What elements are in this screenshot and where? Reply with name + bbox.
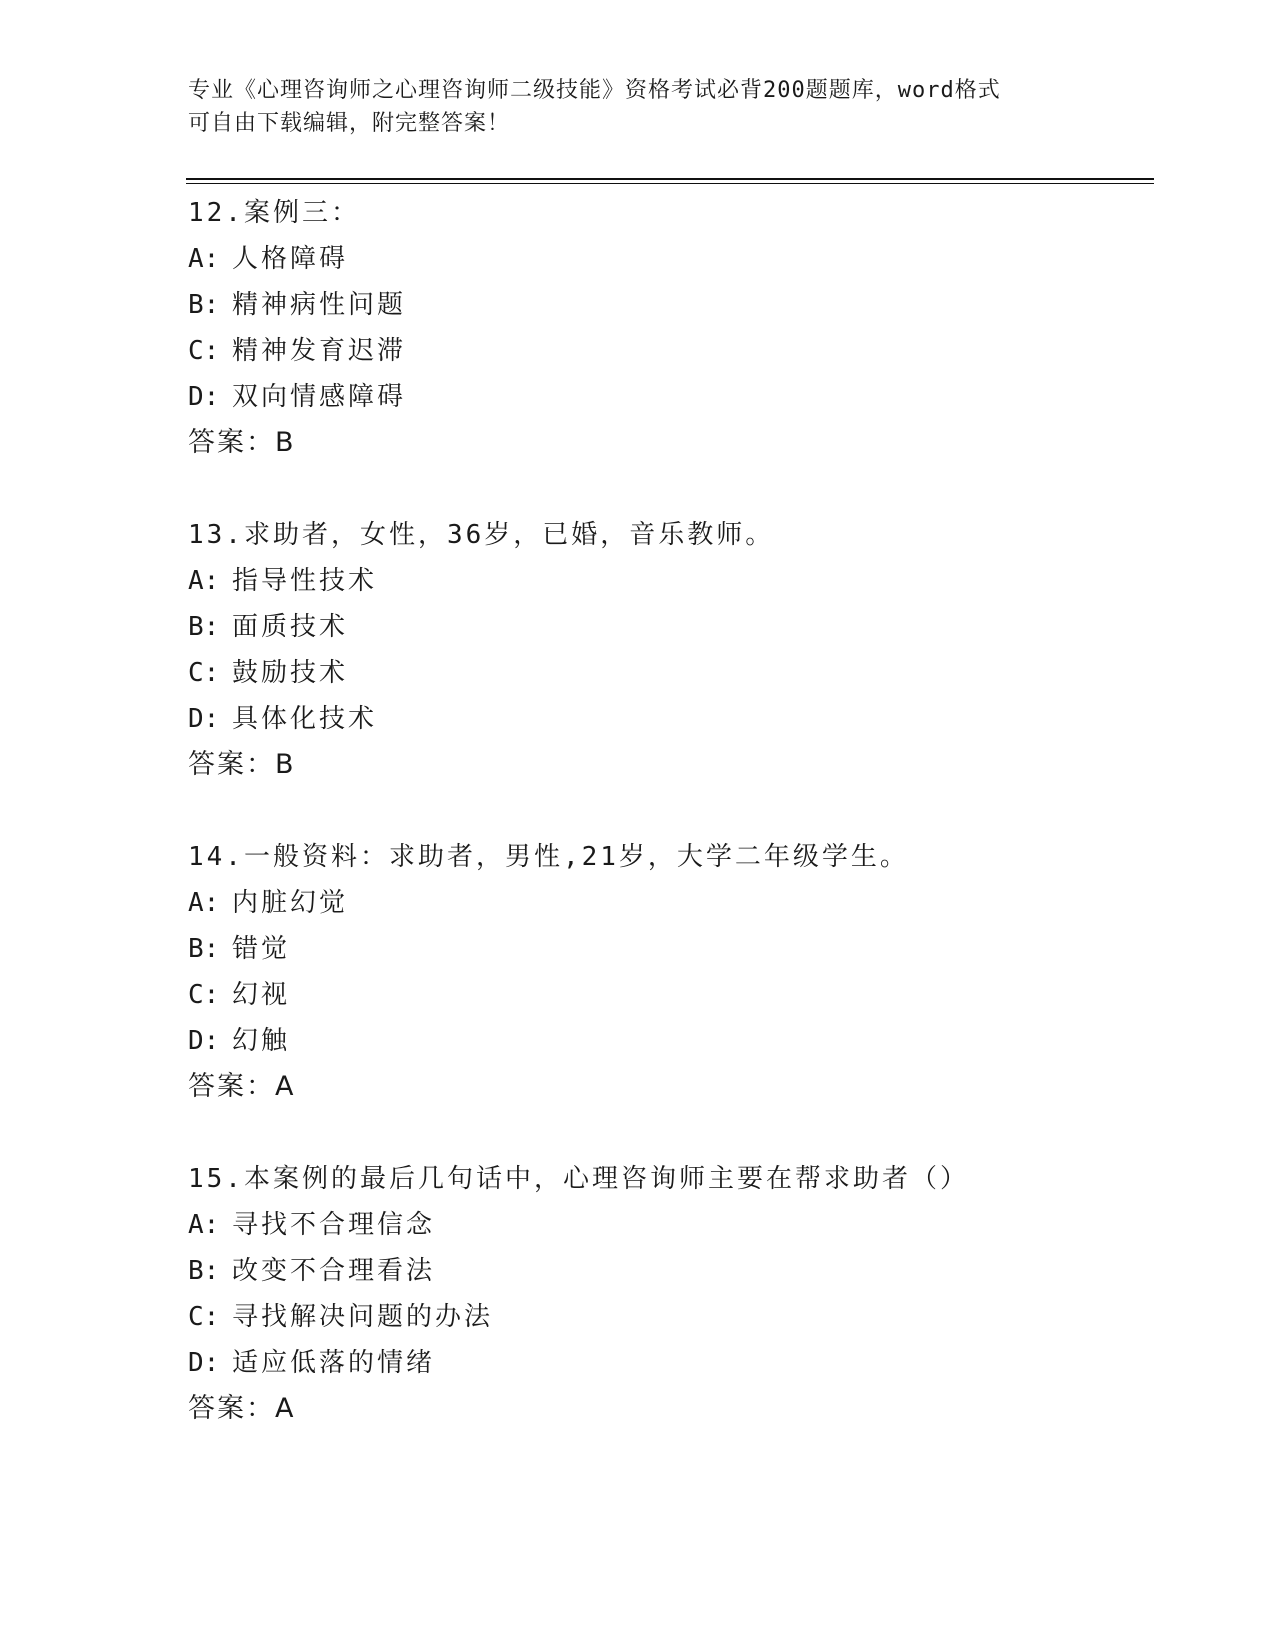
option-d	[188, 1340, 1148, 1386]
option-a	[188, 880, 1148, 926]
option-a	[188, 558, 1148, 604]
document-header	[188, 74, 1088, 140]
option-key: B:	[188, 612, 220, 642]
option-d	[188, 374, 1148, 420]
header-line-2: 可自由下载编辑，附完整答案！	[188, 111, 511, 136]
answer-line: 答案：A	[188, 1071, 296, 1102]
option-text: 具体化技术	[232, 704, 378, 734]
option-text: 幻视	[232, 980, 291, 1010]
answer-line: 答案：A	[188, 1393, 296, 1424]
option-b	[188, 604, 1148, 650]
question-stem: 15.本案例的最后几句话中，心理咨询师主要在帮求助者（）	[188, 1164, 969, 1194]
option-key: A:	[188, 244, 220, 274]
option-c	[188, 328, 1148, 374]
option-text: 精神病性问题	[232, 290, 407, 320]
option-text: 指导性技术	[232, 566, 378, 596]
option-key: A:	[188, 1210, 220, 1240]
option-key: D:	[188, 1348, 220, 1378]
question-15	[188, 1156, 1148, 1432]
header-line-1: 专业《心理咨询师之心理咨询师二级技能》资格考试必背200题题库，word格式	[188, 78, 1001, 103]
question-stem: 14.一般资料：求助者，男性,21岁，大学二年级学生。	[188, 842, 909, 872]
option-key: D:	[188, 704, 220, 734]
option-key: D:	[188, 382, 220, 412]
option-key: D:	[188, 1026, 220, 1056]
option-text: 改变不合理看法	[232, 1256, 436, 1286]
question-stem: 13.求助者，女性，36岁，已婚，音乐教师。	[188, 520, 775, 550]
option-b	[188, 926, 1148, 972]
question-list	[188, 190, 1148, 1478]
answer-line: 答案：B	[188, 427, 296, 458]
option-key: C:	[188, 336, 220, 366]
question-14	[188, 834, 1148, 1110]
option-key: A:	[188, 888, 220, 918]
option-a	[188, 1202, 1148, 1248]
answer-line: 答案：B	[188, 749, 296, 780]
option-key: C:	[188, 980, 220, 1010]
question-13	[188, 512, 1148, 788]
question-stem: 12.案例三：	[188, 198, 360, 228]
header-rule-thin	[186, 183, 1154, 184]
option-key: B:	[188, 1256, 220, 1286]
option-key: A:	[188, 566, 220, 596]
header-rule-thick	[186, 178, 1154, 180]
option-key: B:	[188, 290, 220, 320]
option-text: 寻找解决问题的办法	[232, 1302, 494, 1332]
option-c	[188, 650, 1148, 696]
option-text: 内脏幻觉	[232, 888, 349, 918]
option-text: 适应低落的情绪	[232, 1348, 436, 1378]
option-d	[188, 1018, 1148, 1064]
option-d	[188, 696, 1148, 742]
option-c	[188, 1294, 1148, 1340]
option-key: B:	[188, 934, 220, 964]
option-text: 错觉	[232, 934, 291, 964]
option-text: 精神发育迟滞	[232, 336, 407, 366]
option-text: 面质技术	[232, 612, 349, 642]
option-b	[188, 282, 1148, 328]
option-text: 寻找不合理信念	[232, 1210, 436, 1240]
option-key: C:	[188, 1302, 220, 1332]
option-key: C:	[188, 658, 220, 688]
option-text: 幻触	[232, 1026, 291, 1056]
option-text: 人格障碍	[232, 244, 349, 274]
question-12	[188, 190, 1148, 466]
option-text: 鼓励技术	[232, 658, 349, 688]
option-c	[188, 972, 1148, 1018]
option-b	[188, 1248, 1148, 1294]
option-a	[188, 236, 1148, 282]
option-text: 双向情感障碍	[232, 382, 407, 412]
